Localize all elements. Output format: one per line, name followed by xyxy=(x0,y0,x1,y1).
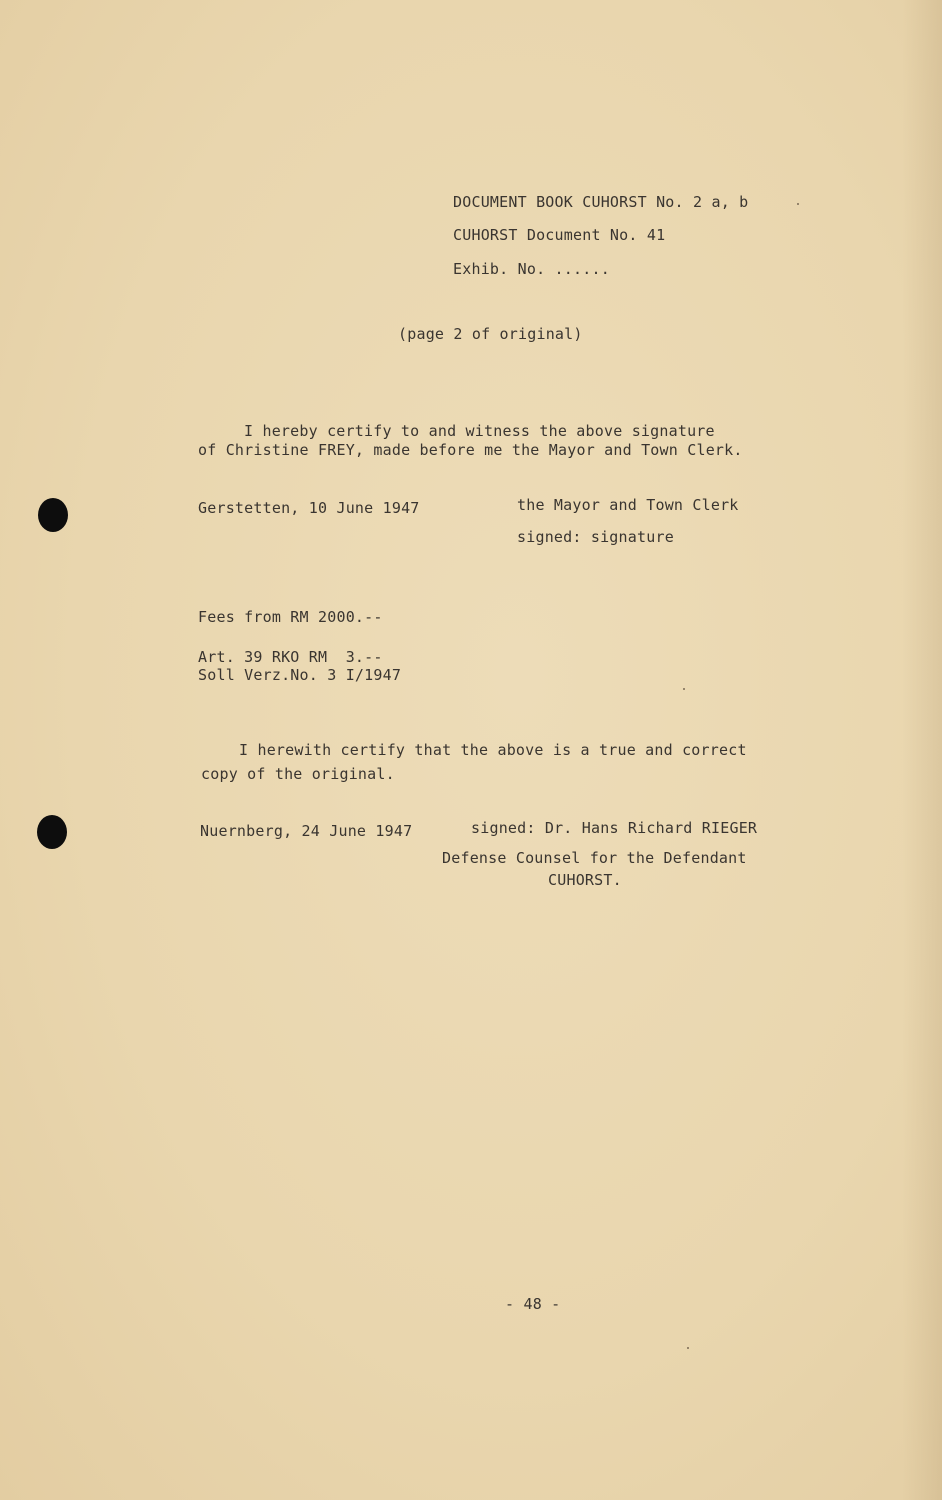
page-edge-shadow xyxy=(902,0,942,1500)
paper-speck xyxy=(683,688,685,690)
fees-article-line: Art. 39 RKO RM 3.-- xyxy=(198,648,383,666)
paper-speck xyxy=(797,203,799,205)
counsel-role-line-1: Defense Counsel for the Defendant xyxy=(442,849,747,867)
page-note: (page 2 of original) xyxy=(398,325,583,343)
exhibit-line: Exhib. No. ...... xyxy=(453,260,610,278)
fees-register-line: Soll Verz.No. 3 I/1947 xyxy=(198,666,402,684)
copy-certification-line-1: I herewith certify that the above is a true and correct xyxy=(239,741,747,759)
mayor-place-date: Gerstetten, 10 June 1947 xyxy=(198,499,420,517)
certification-line-2: of Christine FREY, made before me the Mayor and Town Clerk. xyxy=(198,441,743,459)
fees-line: Fees from RM 2000.-- xyxy=(198,608,383,626)
document-number-line: CUHORST Document No. 41 xyxy=(453,226,666,244)
punch-hole-top xyxy=(38,498,68,532)
certification-line-1: I hereby certify to and witness the above signature xyxy=(244,422,715,440)
document-book-line: DOCUMENT BOOK CUHORST No. 2 a, b xyxy=(453,193,749,211)
paper-speck xyxy=(687,1347,689,1349)
copy-certification-line-2: copy of the original. xyxy=(201,765,395,783)
mayor-title: the Mayor and Town Clerk xyxy=(517,496,739,514)
counsel-place-date: Nuernberg, 24 June 1947 xyxy=(200,822,413,840)
punch-hole-bottom xyxy=(37,815,67,849)
counsel-signed: signed: Dr. Hans Richard RIEGER xyxy=(471,819,758,837)
page-number: - 48 - xyxy=(505,1295,561,1313)
counsel-role-line-2: CUHORST. xyxy=(548,871,622,889)
mayor-signed: signed: signature xyxy=(517,528,674,546)
